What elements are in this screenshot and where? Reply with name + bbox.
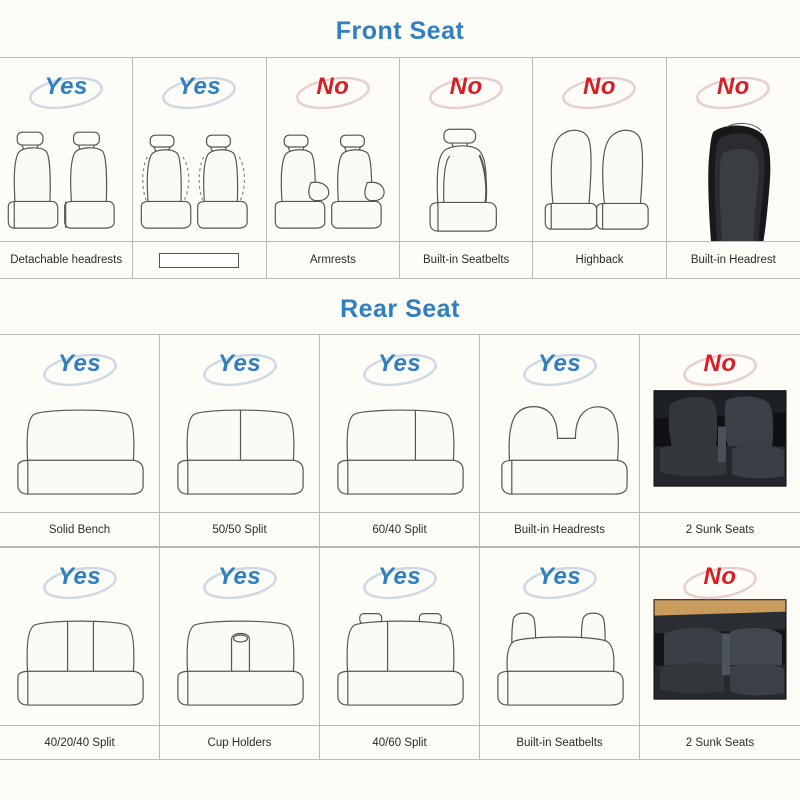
cell-label: Built-in Headrest — [667, 241, 800, 278]
verdict-badge-no — [290, 71, 376, 115]
rear-cell-40-20-40-split[interactable] — [0, 548, 160, 759]
cell-label: Armrests — [267, 241, 399, 278]
verdict-text: No — [703, 563, 737, 590]
verdict-text: Yes — [177, 73, 222, 100]
rear-seat-title: Rear Seat — [340, 295, 460, 323]
verdict-text: No — [716, 73, 750, 100]
rear-cell-2-sunk-seats-2[interactable] — [640, 548, 800, 759]
cell-label: Built-in Headrests — [480, 512, 639, 546]
verdict-text: No — [316, 73, 350, 100]
front-cell-armrests[interactable] — [267, 58, 400, 278]
verdict-text: Yes — [57, 563, 102, 590]
verdict-text: Yes — [217, 563, 262, 590]
front-seat-title: Front Seat — [335, 17, 465, 45]
rear-cell-built-in-headrests[interactable] — [480, 335, 640, 546]
verdict-badge-no — [677, 561, 763, 605]
verdict-badge-yes — [517, 348, 603, 392]
rear-cell-built-in-seatbelts[interactable] — [480, 548, 640, 759]
verdict-badge-yes — [197, 561, 283, 605]
verdict-text: No — [703, 350, 737, 377]
front-cell-airbag[interactable] — [133, 58, 266, 278]
rear-seat-grid-row-1 — [0, 334, 800, 547]
rear-cell-50-50-split[interactable] — [160, 335, 320, 546]
rear-cell-solid-bench[interactable] — [0, 335, 160, 546]
verdict-text: Yes — [44, 73, 88, 100]
verdict-text: No — [449, 73, 483, 100]
verdict-badge-no — [423, 71, 509, 115]
front-cell-detachable-headrests[interactable] — [0, 58, 133, 278]
verdict-badge-yes — [37, 348, 123, 392]
cell-label-white-box — [133, 241, 265, 278]
cell-label: Built-in Seatbelts — [480, 725, 639, 759]
front-cell-built-in-headrest[interactable] — [667, 58, 800, 278]
verdict-badge-no — [556, 71, 642, 115]
front-cell-built-in-seatbelts[interactable] — [400, 58, 533, 278]
verdict-text: Yes — [377, 350, 422, 377]
rear-cell-2-sunk-seats-1[interactable] — [640, 335, 800, 546]
front-cell-highback[interactable] — [533, 58, 666, 278]
rear-seat-grid-row-2 — [0, 547, 800, 760]
cell-label: 40/20/40 Split — [0, 725, 159, 759]
cell-label: 60/40 Split — [320, 512, 479, 546]
front-seat-grid — [0, 57, 800, 279]
cell-label: Highback — [533, 241, 665, 278]
rear-cell-60-40-split[interactable] — [320, 335, 480, 546]
verdict-badge-yes — [23, 71, 109, 115]
cell-label: 50/50 Split — [160, 512, 319, 546]
rear-cell-40-60-split[interactable] — [320, 548, 480, 759]
cell-label: 40/60 Split — [320, 725, 479, 759]
cell-label: 2 Sunk Seats — [640, 512, 800, 546]
verdict-badge-yes — [37, 561, 123, 605]
verdict-badge-no — [690, 71, 776, 115]
cell-label: 2 Sunk Seats — [640, 725, 800, 759]
verdict-badge-yes — [156, 71, 242, 115]
verdict-badge-no — [677, 348, 763, 392]
verdict-text: Yes — [537, 563, 582, 590]
verdict-text: Yes — [537, 350, 582, 377]
verdict-badge-yes — [357, 348, 443, 392]
cell-label: Built-in Seatbelts — [400, 241, 532, 278]
verdict-badge-yes — [517, 561, 603, 605]
cell-label: Solid Bench — [0, 512, 159, 546]
rear-cell-cup-holders[interactable] — [160, 548, 320, 759]
verdict-text: No — [582, 73, 616, 100]
cell-label: Cup Holders — [160, 725, 319, 759]
verdict-text: Yes — [217, 350, 262, 377]
cell-label: Detachable headrests — [0, 241, 132, 278]
verdict-text: Yes — [377, 563, 422, 590]
blank-label-box — [159, 253, 239, 268]
verdict-text: Yes — [57, 350, 102, 377]
verdict-badge-yes — [357, 561, 443, 605]
verdict-badge-yes — [197, 348, 283, 392]
